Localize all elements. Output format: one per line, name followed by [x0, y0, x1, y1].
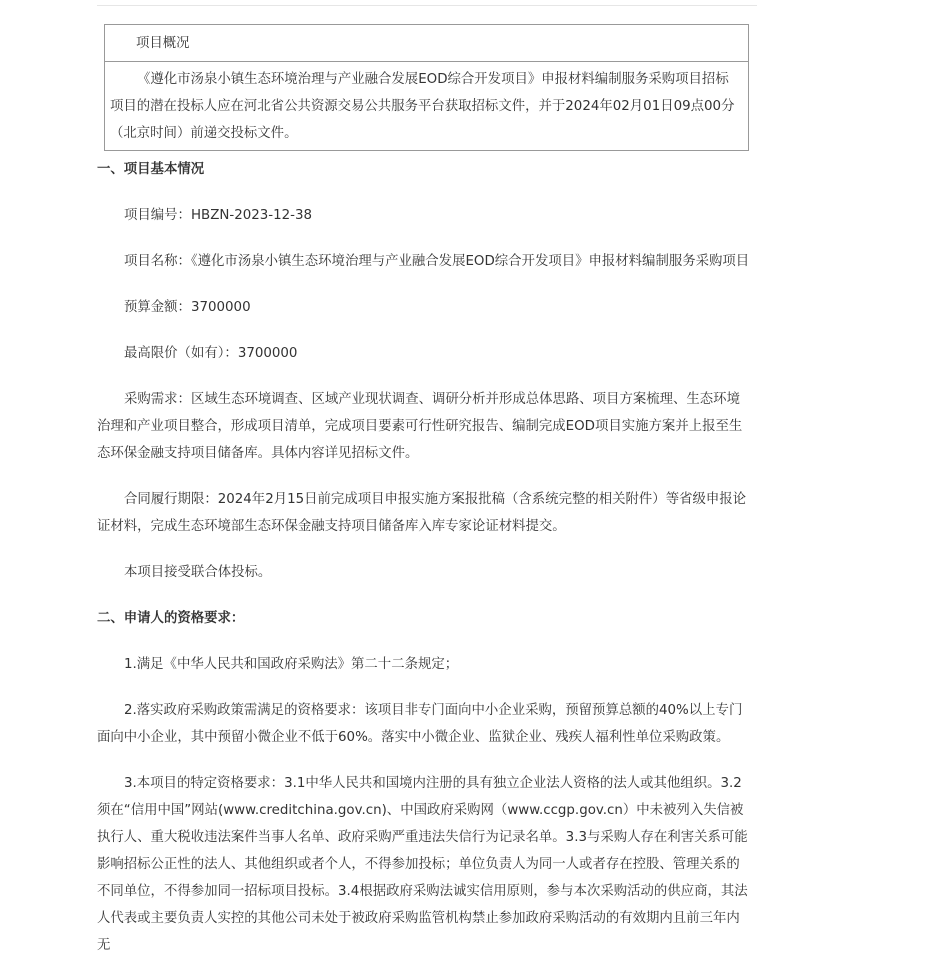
project-number: 项目编号：HBZN-2023-12-38 — [124, 208, 313, 223]
budget-amount: 预算金额：3700000 — [124, 300, 251, 315]
contract-period: 合同履行期限：2024年2月15日前完成项目申报实施方案报批稿（含系统完整的相关附件）等省级申报论证材料，完成生态环境部生态环保金融支持项目储备库入库专家论证材料提交。 — [97, 492, 747, 534]
overview-heading: 项目概况 — [105, 25, 748, 62]
section-qualification-title: 二、申请人的资格要求： — [97, 611, 245, 626]
overview-text: 《遵化市汤泉小镇生态环境治理与产业融合发展EOD综合开发项目》申报材料编制服务采购项目招标项目的潜在投标人应在河北省公共资源交易公共服务平台获取招标文件，并于2024年02月01日09点00分（北京时间）前递交投标文件。 — [110, 72, 735, 141]
consortium-note: 本项目接受联合体投标。 — [124, 565, 272, 580]
project-overview-box — [104, 24, 749, 151]
announcement-content — [97, 156, 752, 959]
qualification-item-1: 1.满足《中华人民共和国政府采购法》第二十二条规定； — [124, 657, 459, 672]
qualification-item-3: 3.本项目的特定资格要求：3.1中华人民共和国境内注册的具有独立企业法人资格的法人或其他组织。3.2须在“信用中国”网站(www.creditchina.gov.cn)、中国政府采购网（www.ccgp.gov.cn）中未被列入失信被执行人、重大税收违法案件当事人名单、政府采购严重违法失信行为记录名单。3.3与采购人存在利害关系可能影响招标公正性的法人、其他组织或者个人，不得参加投标；单位负责人为同一人或者存在控股、管理关系的不同单位，不得参加同一招标项目投标。3.4根据政府采购法诚实信用原则，参与本次采购活动的供应商，其法人代表或主要负责人实控的其他公司未处于被政府采购监管机构禁止参加政府采购活动的有效期内且前三年内无 — [97, 776, 748, 953]
project-name: 项目名称：《遵化市汤泉小镇生态环境治理与产业融合发展EOD综合开发项目》申报材料编制服务采购项目 — [124, 254, 750, 269]
procurement-requirements: 采购需求：区域生态环境调查、区域产业现状调查、调研分析并形成总体思路、项目方案梳理、生态环境治理和产业项目整合，形成项目清单，完成项目要素可行性研究报告、编制完成EOD项目实施方案并上报至生态环保金融支持项目储备库。具体内容详见招标文件。 — [97, 392, 743, 461]
section-basic-info-title: 一、项目基本情况 — [97, 162, 205, 177]
top-divider — [97, 5, 757, 6]
qualification-item-2: 2.落实政府采购政策需满足的资格要求：该项目非专门面向中小企业采购，预留预算总额的40%以上专门面向中小企业，其中预留小微企业不低于60%。落实中小微企业、监狱企业、残疾人福利性单位采购政策。 — [97, 703, 743, 745]
max-price: 最高限价（如有）：3700000 — [124, 346, 298, 361]
